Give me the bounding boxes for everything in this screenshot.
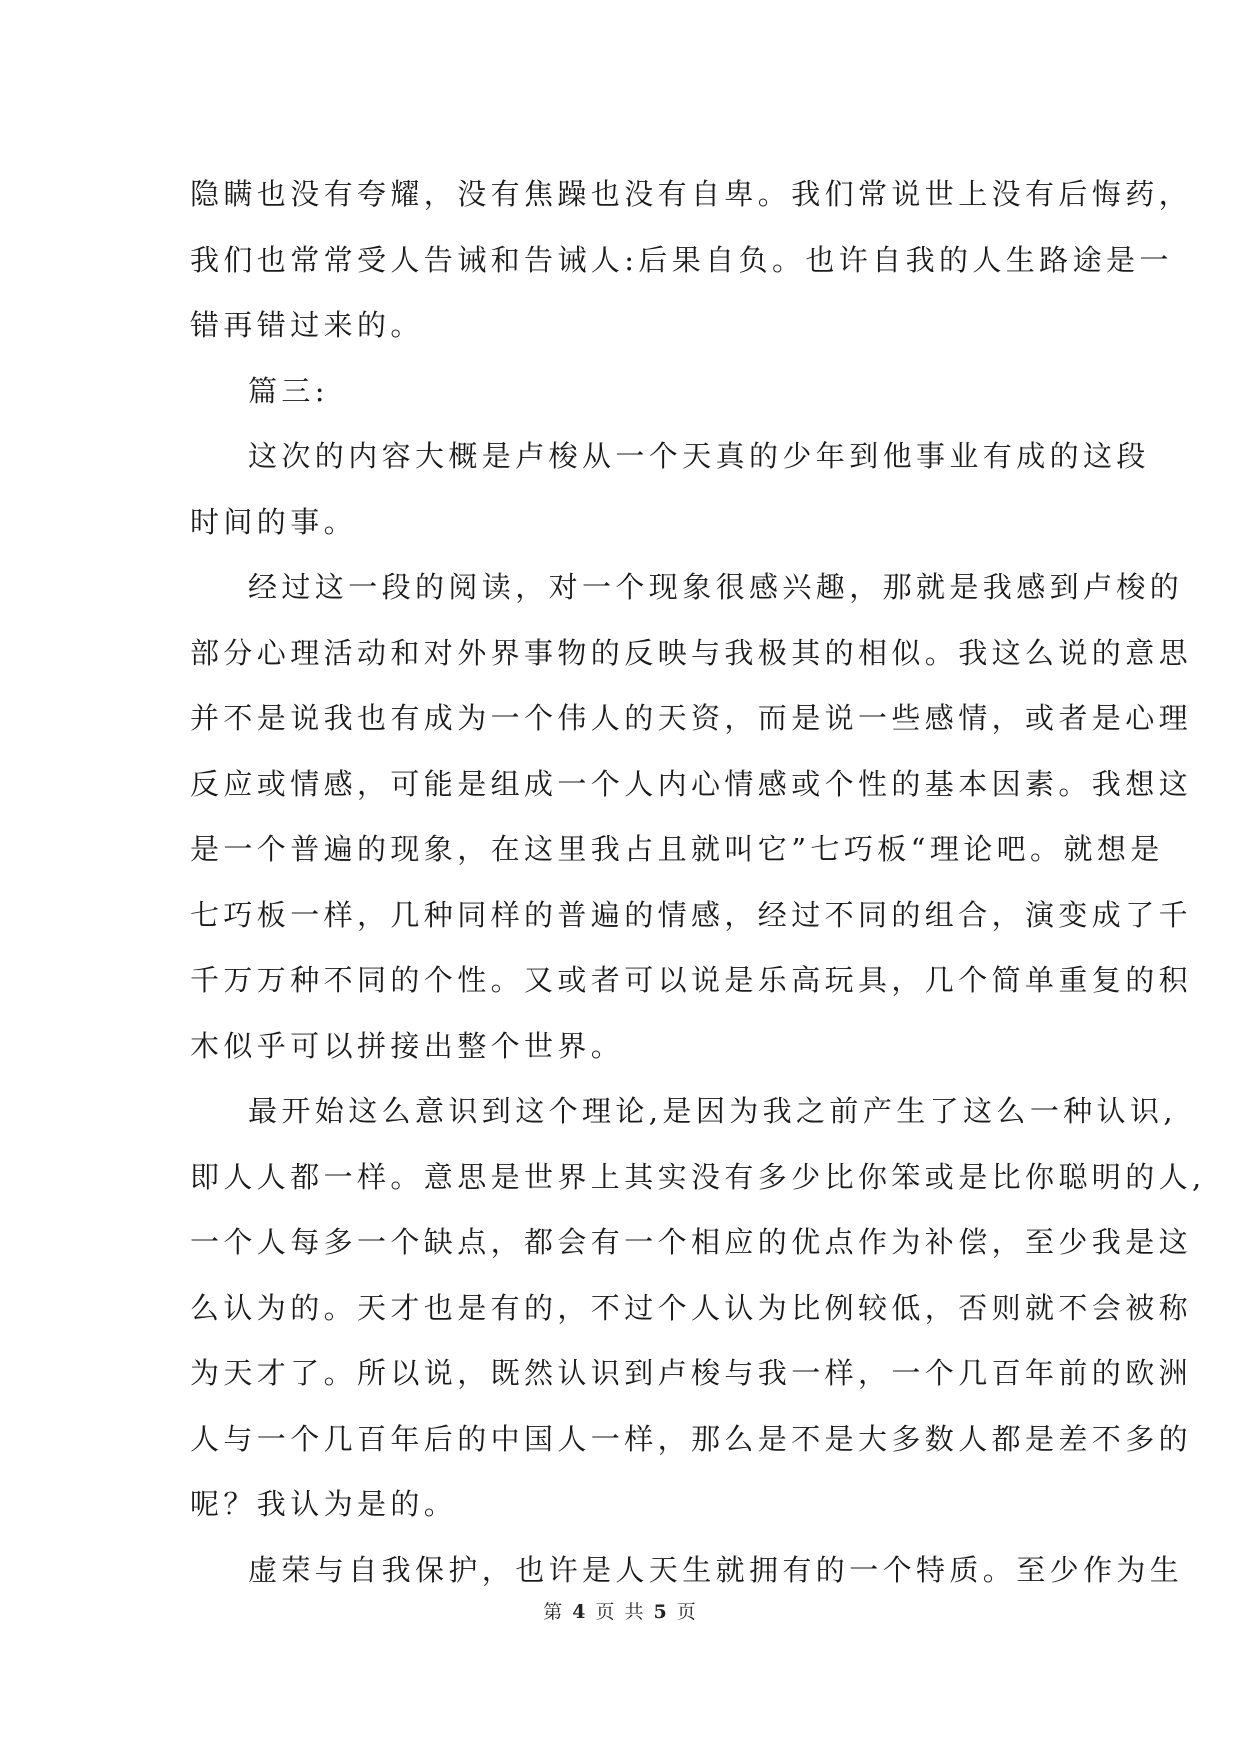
text-line: 反应或情感，可能是组成一个人内心情感或个性的基本因素。我想这 — [190, 766, 1193, 801]
document-body — [190, 162, 1206, 1603]
text-line: 一个人每多一个缺点，都会有一个相应的优点作为补偿，至少我是这 — [190, 1225, 1193, 1259]
footer-suffix: 页 — [676, 1601, 698, 1623]
text-line: 虚荣与自我保护，也许是人天生就拥有的一个特质。至少作为生 — [248, 1552, 1184, 1587]
text-line: 七巧板一样，几种同样的普遍的情感，经过不同的组合，演变成了千 — [190, 897, 1193, 932]
footer-prefix: 第 — [543, 1601, 565, 1623]
footer-middle: 页 共 — [595, 1601, 646, 1623]
text-line: 千万万种不同的个性。又或者可以说是乐高玩具，几个简单重复的积 — [190, 963, 1193, 997]
text-line: 呢？我认为是的。 — [190, 1487, 458, 1521]
footer-current-page: 4 — [572, 1601, 588, 1623]
text-line: 并不是说我也有成为一个伟人的天资，而是说一些感情，或者是心理 — [190, 701, 1193, 735]
text-line: 最开始这么意识到这个理论,是因为我之前产生了这么一种认识, — [248, 1094, 1178, 1128]
text-line: 错再错过来的。 — [190, 308, 424, 342]
text-line: 我们也常常受人告诫和告诫人:后果自负。也许自我的人生路途是一 — [190, 242, 1173, 277]
text-line: 经过这一段的阅读，对一个现象很感兴趣，那就是我感到卢梭的 — [248, 570, 1184, 604]
text-line: 木似乎可以拼接出整个世界。 — [190, 1028, 625, 1063]
text-line: 部分心理活动和对外界事物的反映与我极其的相似。我这么说的意思 — [190, 635, 1193, 670]
text-line: 即人人都一样。意思是世界上其实没有多少比你笨或是比你聪明的人, — [190, 1159, 1206, 1194]
text-line: 是一个普遍的现象，在这里我占且就叫它”七巧板“理论吧。就想是 — [190, 832, 1164, 866]
text-line: 隐瞒也没有夸耀，没有焦躁也没有自卑。我们常说世上没有后悔药， — [190, 177, 1193, 211]
text-line: 么认为的。天才也是有的，不过个人认为比例较低，否则就不会被称 — [190, 1290, 1193, 1325]
text-line: 人与一个几百年后的中国人一样，那么是不是大多数人都是差不多的 — [190, 1421, 1193, 1456]
text-line: 篇三: — [248, 373, 329, 408]
footer-total-pages: 5 — [653, 1601, 669, 1623]
text-line: 这次的内容大概是卢梭从一个天真的少年到他事业有成的这段 — [248, 439, 1150, 473]
page-footer — [0, 1597, 1241, 1624]
text-line: 时间的事。 — [190, 504, 358, 539]
text-line: 为天才了。所以说，既然认识到卢梭与我一样，一个几百年前的欧洲 — [190, 1356, 1193, 1390]
